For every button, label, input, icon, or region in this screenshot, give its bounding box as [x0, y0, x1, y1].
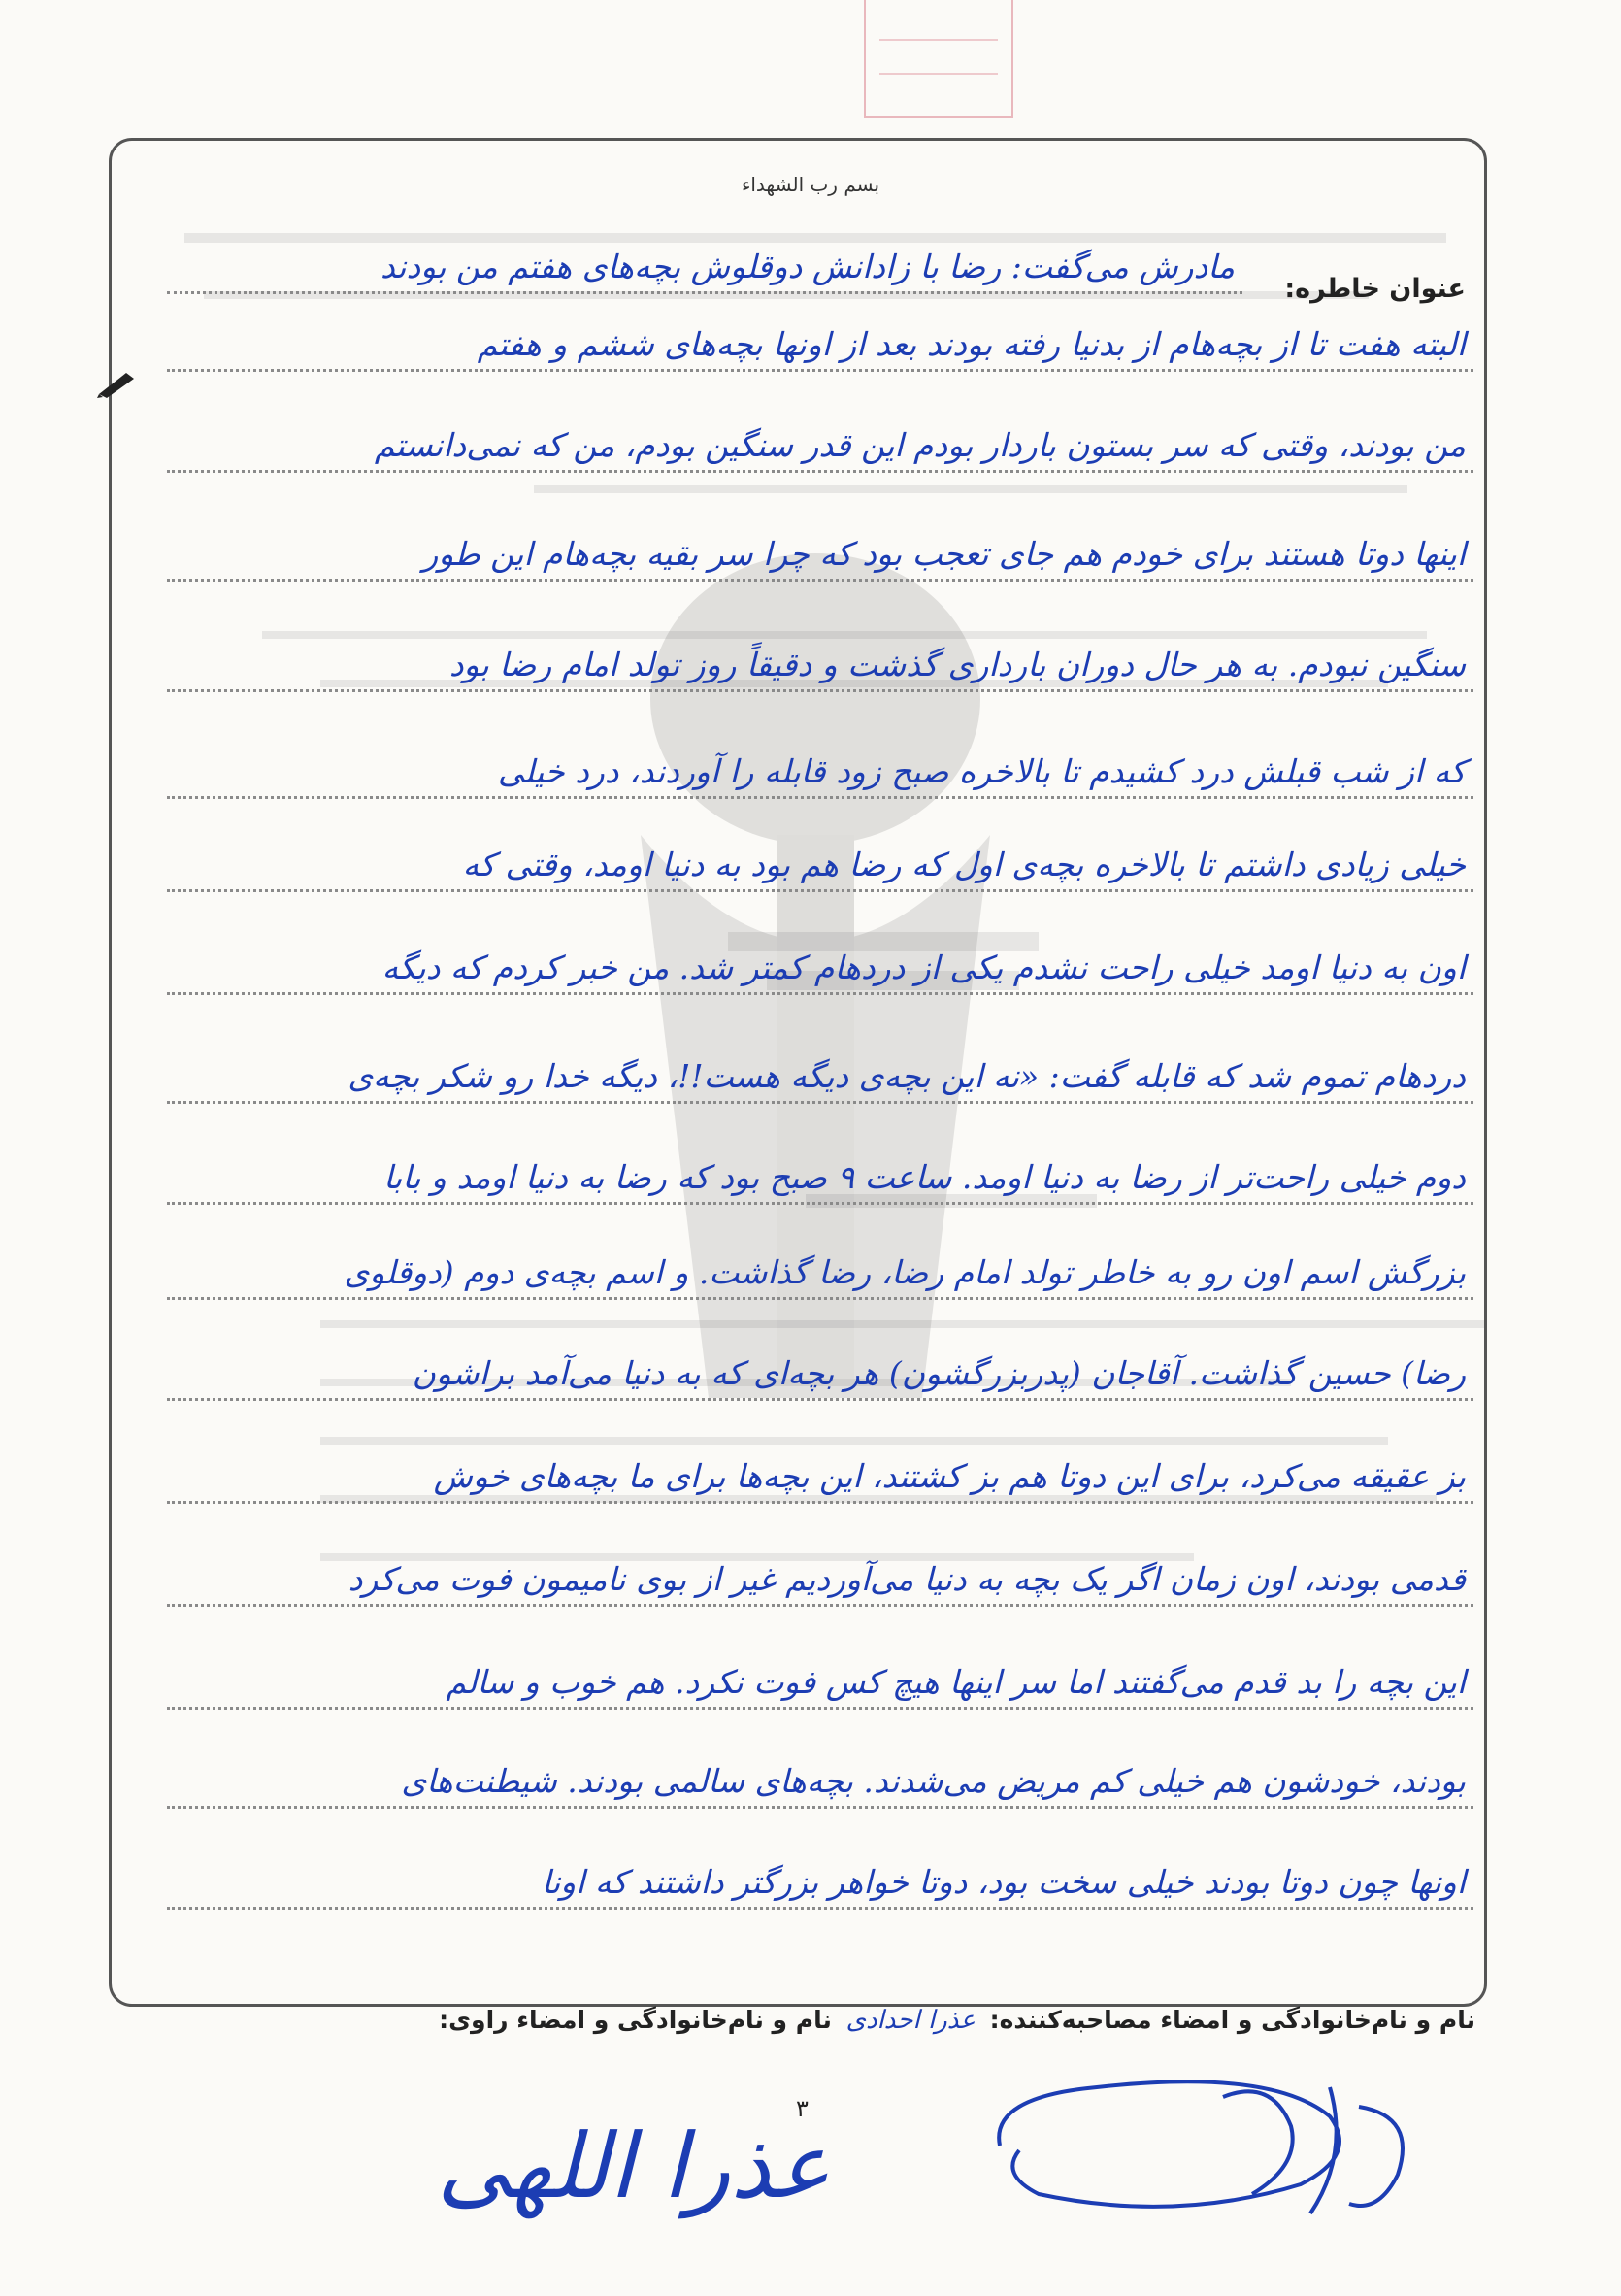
- footer-labels: [155, 2006, 1475, 2035]
- memoir-line-text: البته هفت تا از بچه‌هام از بدنیا رفته بودند بعد از اونها بچه‌های ششم و هفتم: [477, 325, 1466, 363]
- memoir-line-text: بودند، خودشون هم خیلی کم مریض می‌شدند. بچه‌های سالمی بودند. شیطنت‌های: [401, 1762, 1466, 1800]
- memoir-line-text: اون به دنیا اومد خیلی راحت نشدم یکی از دردهام کمتر شد. من خبر کردم که دیگه: [381, 948, 1466, 986]
- memoir-line: [167, 307, 1473, 372]
- memoir-line-text: دردهام تموم شد که قابله گفت: «نه این بچه‌ی دیگه هست!!، دیگه خدا رو شکر بچه‌ی: [347, 1057, 1466, 1095]
- memoir-line-text: اونها چون دوتا بودند خیلی سخت بود، دوتا خواهر بزرگتر داشتند که اونا: [542, 1863, 1466, 1901]
- memoir-line-text: مادرش می‌گفت: رضا با زادانش دوقلوش بچه‌های هفتم من بودند: [380, 248, 1235, 285]
- memoir-line: [167, 1645, 1473, 1710]
- memoir-line-text: بز عقیقه می‌کرد، برای این دوتا هم بز کشتند، این بچه‌ها برای ما بچه‌های خوش: [433, 1457, 1466, 1495]
- memoir-line: [167, 827, 1473, 892]
- header-title: بسم رب الشهداء: [741, 173, 880, 196]
- memoir-line: [167, 1140, 1473, 1205]
- memoir-line: [167, 1542, 1473, 1607]
- memoir-line: [167, 1845, 1473, 1910]
- memoir-line: [167, 516, 1473, 582]
- received-stamp: [864, 0, 1013, 118]
- memoir-line: [167, 930, 1473, 995]
- memoir-line: [167, 1235, 1473, 1300]
- pen-icon: [97, 369, 138, 398]
- memoir-line-text: سنگین نبودم. به هر حال دوران بارداری گذشت و دقیقاً روز تولد امام رضا بود: [448, 646, 1466, 683]
- memoir-title-label: عنوان خاطره:: [1284, 274, 1466, 304]
- memoir-line: [167, 1744, 1473, 1809]
- memoir-line: [167, 1336, 1473, 1401]
- memoir-line-text: دوم خیلی راحت‌تر از رضا به دنیا اومد. ساعت ۹ صبح بود که رضا به دنیا اومد و بابا: [383, 1158, 1466, 1196]
- memoir-line-text: این بچه را بد قدم می‌گفتند اما سر اینها هیچ کس فوت نکرد. هم خوب و سالم: [446, 1663, 1466, 1701]
- interviewer-name: عذرا احدادی: [845, 2006, 976, 2035]
- memoir-line: [167, 734, 1473, 799]
- memoir-line: [167, 1039, 1473, 1104]
- narrator-signature: [980, 2058, 1437, 2223]
- memoir-line-text: بزرگش اسم اون رو به خاطر تولد امام رضا، رضا گذاشت. و اسم بچه‌ی دوم (دوقلوی: [344, 1253, 1466, 1291]
- memoir-line: [167, 229, 1242, 294]
- page-number: ۳: [796, 2095, 809, 2122]
- memoir-line-text: من بودند، وقتی که سر بستون باردار بودم این قدر سنگین بودم، من که نمی‌دانستم: [374, 426, 1466, 464]
- memoir-line: [167, 627, 1473, 692]
- handwritten-name-signature: عذرا اللهی: [437, 2114, 831, 2218]
- interviewer-label: نام و نام‌خانوادگی و امضاء مصاحبه‌کننده:: [989, 2006, 1475, 2034]
- memoir-line-text: رضا) حسین گذاشت. آقاجان (پدربزرگشون) هر بچه‌ای که به دنیا می‌آمد براشون: [412, 1354, 1466, 1392]
- memoir-line: [167, 1439, 1473, 1504]
- memoir-line: [167, 408, 1473, 473]
- memoir-line-text: اینها دوتا هستند برای خودم هم جای تعجب بود که چرا سر بقیه بچه‌هام این طور: [422, 535, 1466, 573]
- narrator-label: نام و نام‌خانوادگی و امضاء راوی:: [439, 2006, 832, 2034]
- memoir-line-text: که از شب قبلش درد کشیدم تا بالاخره صبح زود قابله را آوردند، درد خیلی: [497, 752, 1466, 790]
- memoir-line-text: قدمی بودند، اون زمان اگر یک بچه به دنیا می‌آوردیم غیر از بوی نامیمون فوت می‌کرد: [347, 1560, 1466, 1598]
- memoir-line-text: خیلی زیادی داشتم تا بالاخره بچه‌ی اول که رضا هم بود به دنیا اومد، وقتی که: [462, 846, 1466, 883]
